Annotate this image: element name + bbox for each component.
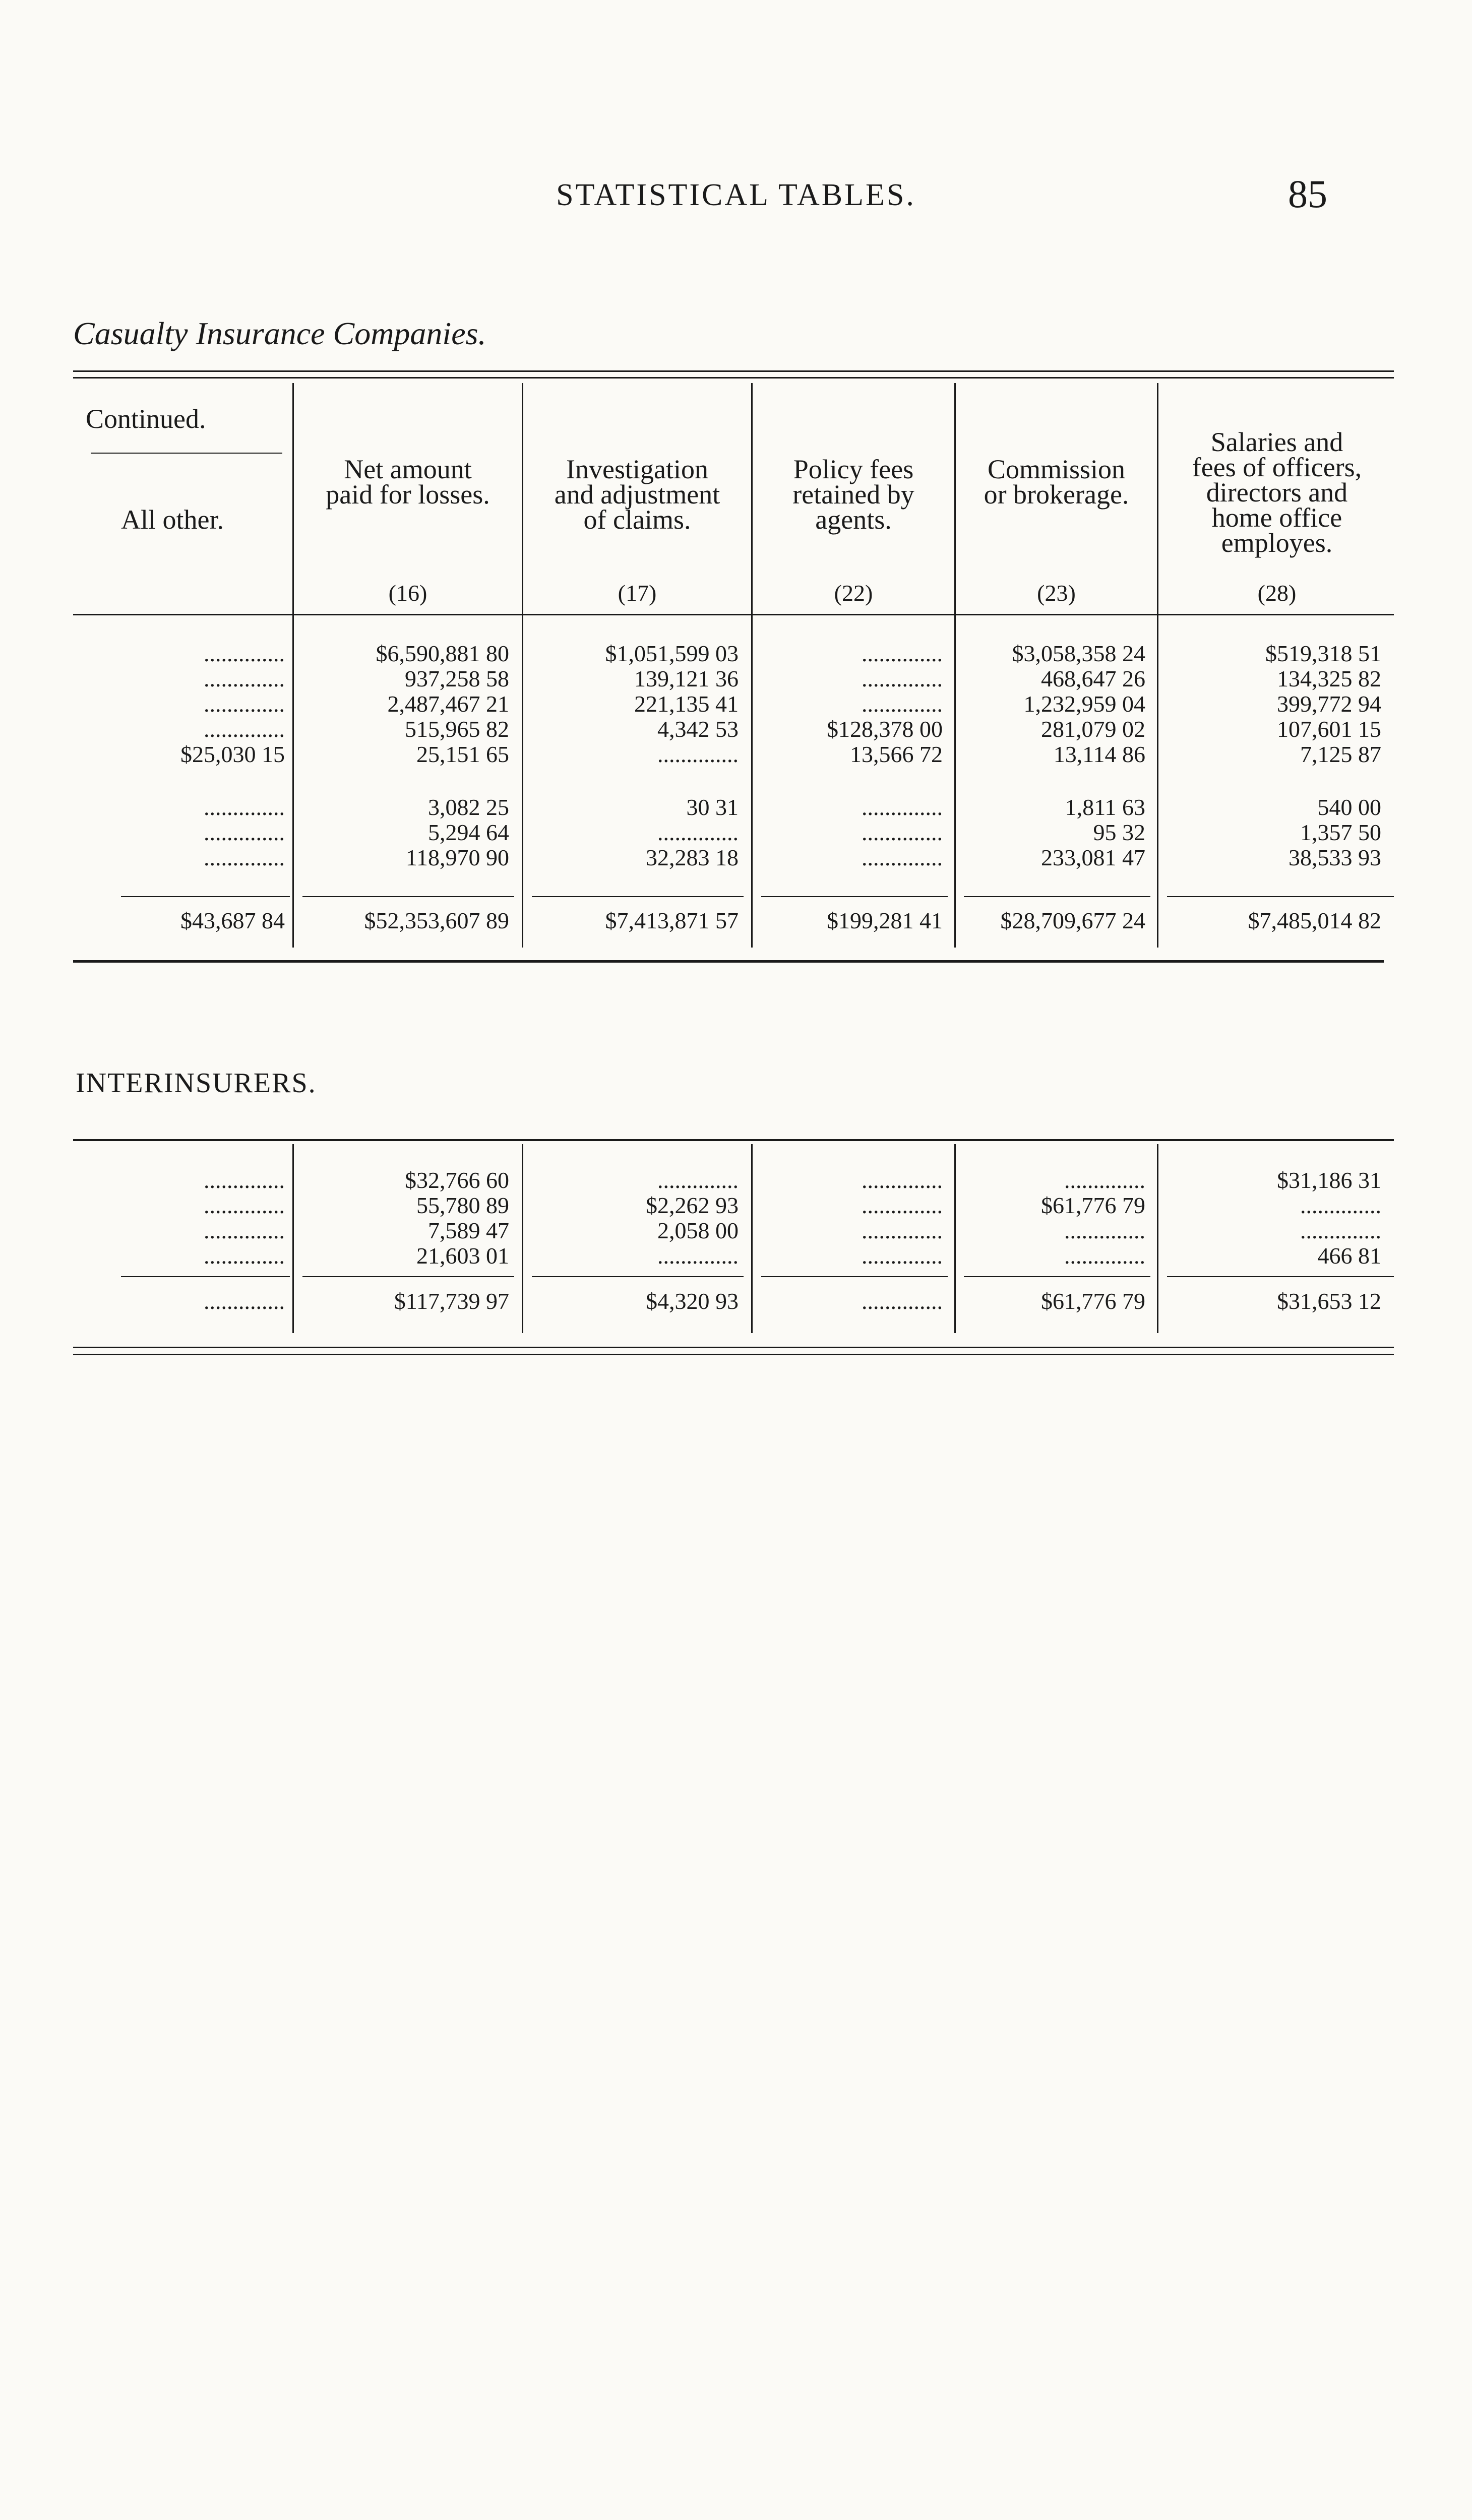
table-cell: .............. [204, 1167, 285, 1193]
col-header-17: Investigation and adjustment of claims. [554, 454, 720, 535]
table-cell: .............. [862, 641, 943, 666]
table-cell: 95 32 [1093, 820, 1145, 845]
table-cell: $31,186 31 [1277, 1167, 1381, 1193]
page-subtitle: Casualty Insurance Companies. [73, 316, 486, 351]
table-cell: .............. [862, 1218, 943, 1243]
table-cell: $6,590,881 80 [376, 641, 509, 666]
col-header-23: Commission or brokerage. [984, 454, 1129, 510]
table-cell: .............. [204, 1192, 285, 1218]
sum-rule [532, 1276, 744, 1277]
table-cell: $61,776 79 [1041, 1192, 1145, 1218]
table-cell: .............. [204, 1288, 285, 1314]
table-top-rule [73, 370, 1394, 372]
table-cell: $32,766 60 [405, 1167, 509, 1193]
sum-rule [302, 896, 514, 897]
table-cell: 466 81 [1317, 1243, 1381, 1269]
table-cell: 2,058 00 [657, 1218, 739, 1243]
table-cell: 13,566 72 [850, 741, 943, 767]
table-cell: .............. [862, 1192, 943, 1218]
table-cell: 4,342 53 [657, 716, 739, 742]
table-cell: .............. [657, 1243, 739, 1269]
table-cell: $28,709,677 24 [1000, 908, 1145, 933]
table-cell: 937,258 58 [405, 666, 509, 691]
table-cell: 107,601 15 [1277, 716, 1381, 742]
running-head: STATISTICAL TABLES. [556, 178, 916, 212]
table-cell: $128,378 00 [827, 716, 943, 742]
table-cell: .............. [1300, 1192, 1381, 1218]
page-number: 85 [1288, 172, 1327, 216]
table-cell: 221,135 41 [634, 691, 739, 717]
col-divider [1157, 1144, 1158, 1333]
table-cell: $4,320 93 [646, 1288, 739, 1314]
stub-header-rule [91, 453, 282, 454]
table-cell: .............. [204, 716, 285, 742]
table-cell: $7,413,871 57 [605, 908, 739, 933]
table-cell: $61,776 79 [1041, 1288, 1145, 1314]
table-cell: .............. [862, 691, 943, 717]
table-cell: .............. [1064, 1167, 1145, 1193]
table-cell: $25,030 15 [180, 741, 285, 767]
table-cell: .............. [862, 820, 943, 845]
table-cell: 7,125 87 [1300, 741, 1381, 767]
table-cell: $52,353,607 89 [364, 908, 509, 933]
table-cell: 2,487,467 21 [387, 691, 509, 717]
table-cell: 399,772 94 [1277, 691, 1381, 717]
col-number: (16) [388, 580, 427, 606]
sum-rule [302, 1276, 514, 1277]
col-divider [751, 1144, 753, 1333]
table-cell: 281,079 02 [1041, 716, 1145, 742]
table-cell: .............. [1064, 1243, 1145, 1269]
sum-rule [532, 896, 744, 897]
table-cell: 139,121 36 [634, 666, 739, 691]
col-number: (17) [618, 580, 657, 606]
table-cell: .............. [204, 691, 285, 717]
sum-rule [964, 1276, 1150, 1277]
table-cell: .............. [204, 1243, 285, 1269]
sum-rule [121, 1276, 290, 1277]
table-cell: .............. [862, 1243, 943, 1269]
table-cell: $3,058,358 24 [1012, 641, 1145, 666]
col-header-16: Net amount paid for losses. [326, 454, 490, 510]
table-cell: 3,082 25 [428, 794, 509, 820]
table-cell: $1,051,599 03 [605, 641, 739, 666]
table-cell: 1,357 50 [1300, 820, 1381, 845]
sum-rule [121, 896, 290, 897]
table-cell: .............. [1300, 1218, 1381, 1243]
sum-rule [761, 1276, 948, 1277]
table-cell: 13,114 86 [1053, 741, 1145, 767]
table-cell: 7,589 47 [428, 1218, 509, 1243]
col-number: (22) [834, 580, 873, 606]
col-divider [292, 1144, 294, 1333]
header-bottom-rule [73, 614, 1394, 615]
table-cell: $2,262 93 [646, 1192, 739, 1218]
table-cell: $519,318 51 [1265, 641, 1381, 666]
table-cell: 21,603 01 [416, 1243, 509, 1269]
col-number: (28) [1257, 580, 1297, 606]
table-cell: .............. [204, 1218, 285, 1243]
table-cell: 5,294 64 [428, 820, 509, 845]
table-cell: 30 31 [686, 794, 739, 820]
col-header-28: Salaries and fees of officers, directors and home office employes. [1192, 427, 1362, 558]
table-cell: 515,965 82 [405, 716, 509, 742]
table-cell: 25,151 65 [416, 741, 509, 767]
table-cell: .............. [862, 666, 943, 691]
table-cell: 1,811 63 [1065, 794, 1145, 820]
table-cell: .............. [657, 820, 739, 845]
table-cell: 1,232,959 04 [1023, 691, 1145, 717]
stub-header-bottom: All other. [121, 505, 224, 535]
col-header-22: Policy fees retained by agents. [792, 454, 914, 535]
table-cell: $31,653 12 [1277, 1288, 1381, 1314]
sum-rule [1167, 1276, 1394, 1277]
table-cell: 118,970 90 [405, 845, 509, 870]
table-cell: 540 00 [1317, 794, 1381, 820]
table-bottom-rule [73, 960, 1384, 963]
table-cell: $43,687 84 [180, 908, 285, 933]
col-number: (23) [1037, 580, 1076, 606]
table-cell: $117,739 97 [394, 1288, 509, 1314]
stub-header-top: Continued. [86, 404, 206, 434]
table-cell: .............. [204, 820, 285, 845]
sum-rule [761, 896, 948, 897]
table-cell: .............. [862, 794, 943, 820]
sum-rule [964, 896, 1150, 897]
table-top-rule-2 [73, 377, 1394, 379]
table-cell: .............. [862, 1167, 943, 1193]
table-cell: $7,485,014 82 [1248, 908, 1381, 933]
table-cell: $199,281 41 [827, 908, 943, 933]
table-cell: .............. [204, 641, 285, 666]
table-cell: 32,283 18 [646, 845, 739, 870]
table-cell: 134,325 82 [1277, 666, 1381, 691]
col-divider [954, 1144, 956, 1333]
table-cell: .............. [862, 845, 943, 870]
table-cell: .............. [204, 794, 285, 820]
table2-bottom-rule-2 [73, 1354, 1394, 1355]
table-cell: .............. [657, 1167, 739, 1193]
table-cell: 233,081 47 [1041, 845, 1145, 870]
table2-top-rule [73, 1139, 1394, 1141]
table-cell: .............. [204, 845, 285, 870]
table-cell: .............. [657, 741, 739, 767]
sum-rule [1167, 896, 1394, 897]
table-cell: 55,780 89 [416, 1192, 509, 1218]
table-cell: .............. [204, 666, 285, 691]
section-heading-interinsurers: INTERINSURERS. [76, 1067, 317, 1099]
col-divider [522, 1144, 523, 1333]
table-cell: 38,533 93 [1289, 845, 1381, 870]
table-cell: .............. [862, 1288, 943, 1314]
table-cell: 468,647 26 [1041, 666, 1145, 691]
table-cell: .............. [1064, 1218, 1145, 1243]
table2-bottom-rule [73, 1347, 1394, 1348]
